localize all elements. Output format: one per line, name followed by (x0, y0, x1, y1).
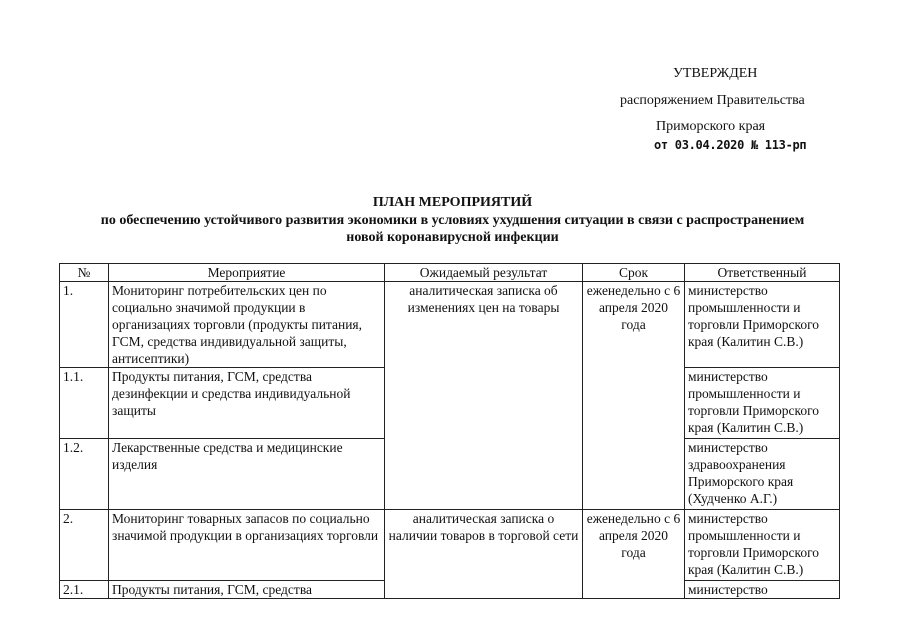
plan-subtitle-line2: новой коронавирусной инфекции (346, 230, 559, 245)
header-event: Мероприятие (109, 264, 385, 282)
approval-block (0, 0, 905, 160)
row-number: 1.1. (60, 368, 109, 439)
row-responsible: министерство здравоохранения Приморского края (Худченко А.Г.) (685, 439, 840, 510)
row-responsible: министерство (685, 581, 840, 599)
plan-title: ПЛАН МЕРОПРИЯТИЙ (372, 195, 533, 210)
row-event: Мониторинг товарных запасов по социально значимой продукции в организациях торговли (109, 510, 385, 581)
row-number: 2.1. (60, 581, 109, 599)
plan-table (59, 263, 840, 599)
row-event: Продукты питания, ГСМ, средства дезинфекции и средства индивидуальной защиты (109, 368, 385, 439)
row-responsible: министерство промышленности и торговли Приморского края (Калитин С.В.) (685, 368, 840, 439)
row-number: 2. (60, 510, 109, 581)
row-result: аналитическая записка об изменениях цен на товары (385, 282, 583, 510)
header-number: № (60, 264, 109, 282)
row-term: еженедельно с 6 апреля 2020 года (583, 282, 685, 510)
row-event: Лекарственные средства и медицинские изделия (109, 439, 385, 510)
row-event: Мониторинг потребительских цен по социально значимой продукции в организациях торговли (продукты питания, ГСМ, средства индивидуальной защиты, антисептики) (109, 282, 385, 368)
approval-title: УТВЕРЖДЕН (673, 66, 758, 81)
row-number: 1.2. (60, 439, 109, 510)
plan-subtitle-line1: по обеспечению устойчивого развития экономики в условиях ухудшения ситуации в связи с распространением (100, 213, 805, 228)
approval-region: Приморского края (656, 119, 766, 134)
row-responsible: министерство промышленности и торговли Приморского края (Калитин С.В.) (685, 282, 840, 368)
row-term: еженедельно с 6 апреля 2020 года (583, 510, 685, 599)
row-responsible: министерство промышленности и торговли Приморского края (Калитин С.В.) (685, 510, 840, 581)
row-event: Продукты питания, ГСМ, средства (109, 581, 385, 599)
approval-stamp-date-number: от 03.04.2020 № 113-рп (654, 138, 807, 152)
header-responsible: Ответственный (685, 264, 840, 282)
table-header-row (60, 264, 840, 282)
header-term: Срок (583, 264, 685, 282)
approval-by: распоряжением Правительства (620, 93, 805, 108)
table-row (60, 510, 840, 581)
table-row (60, 282, 840, 368)
row-number: 1. (60, 282, 109, 368)
header-result: Ожидаемый результат (385, 264, 583, 282)
row-result: аналитическая записка о наличии товаров в торговой сети (385, 510, 583, 599)
